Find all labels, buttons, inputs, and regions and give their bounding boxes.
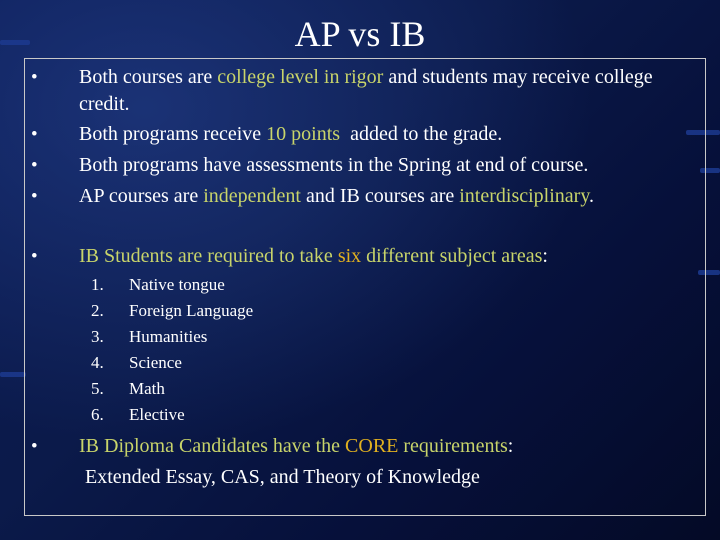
bullet-text — [79, 243, 699, 270]
bullet-text-part: Both programs receive — [79, 123, 267, 145]
subject-label: Humanities — [129, 327, 208, 346]
bullet-text-part: AP courses are — [79, 185, 204, 207]
highlight-text: independent — [203, 185, 301, 207]
slide-title: AP vs IB — [294, 14, 426, 54]
bullet-marker: • — [31, 124, 38, 145]
bullet-text-part: and IB courses are — [300, 185, 460, 207]
subject-label: Native tongue — [129, 275, 225, 294]
subject-number: 2. — [91, 301, 104, 320]
content-box — [24, 58, 706, 516]
highlight-text: requirements — [398, 435, 508, 457]
bullet-text-part: added to the grade. — [340, 123, 503, 145]
core-requirements-text: Extended Essay, CAS, and Theory of Knowledge — [85, 466, 480, 488]
highlight-text: 10 points — [266, 123, 341, 145]
bullet-marker: • — [31, 67, 38, 88]
accent-text: CORE — [345, 435, 399, 457]
bullet-text-part: Both courses are — [79, 66, 218, 88]
subject-label: Elective — [129, 405, 185, 424]
bullet-text-part: . — [589, 185, 595, 207]
subject-label: Foreign Language — [129, 301, 254, 320]
highlight-text: IB Students are required to take — [79, 245, 338, 267]
bullet-text-part: Both programs have assessments in the Spring at end of course. — [79, 154, 589, 176]
bullet-text-part: and students may receive college credit. — [79, 66, 653, 115]
bullet-marker: • — [31, 436, 38, 457]
subject-number: 6. — [91, 405, 104, 424]
subject-label: Science — [129, 353, 182, 372]
bullet-text — [79, 183, 699, 210]
bullet-text — [79, 433, 699, 460]
highlight-text: different subject areas — [361, 245, 543, 267]
subject-label: Math — [129, 379, 165, 398]
bullet-text — [79, 121, 699, 148]
bullet-text-part: : — [507, 435, 514, 457]
subject-number: 1. — [91, 275, 104, 294]
accent-text: six — [337, 245, 362, 267]
bullet-text — [79, 64, 699, 118]
bullet-marker: • — [31, 155, 38, 176]
subject-number: 4. — [91, 353, 104, 372]
bullet-marker: • — [31, 186, 38, 207]
highlight-text: interdisciplinary — [459, 185, 590, 207]
bullet-text-part: : — [542, 245, 548, 267]
bullet-marker: • — [31, 246, 38, 267]
bullet-text — [79, 152, 699, 179]
subject-number: 5. — [91, 379, 104, 398]
highlight-text: college level in rigor — [217, 66, 384, 88]
subject-number: 3. — [91, 327, 104, 346]
decor-streak — [0, 372, 26, 377]
highlight-text: IB Diploma Candidates have the — [79, 435, 346, 457]
